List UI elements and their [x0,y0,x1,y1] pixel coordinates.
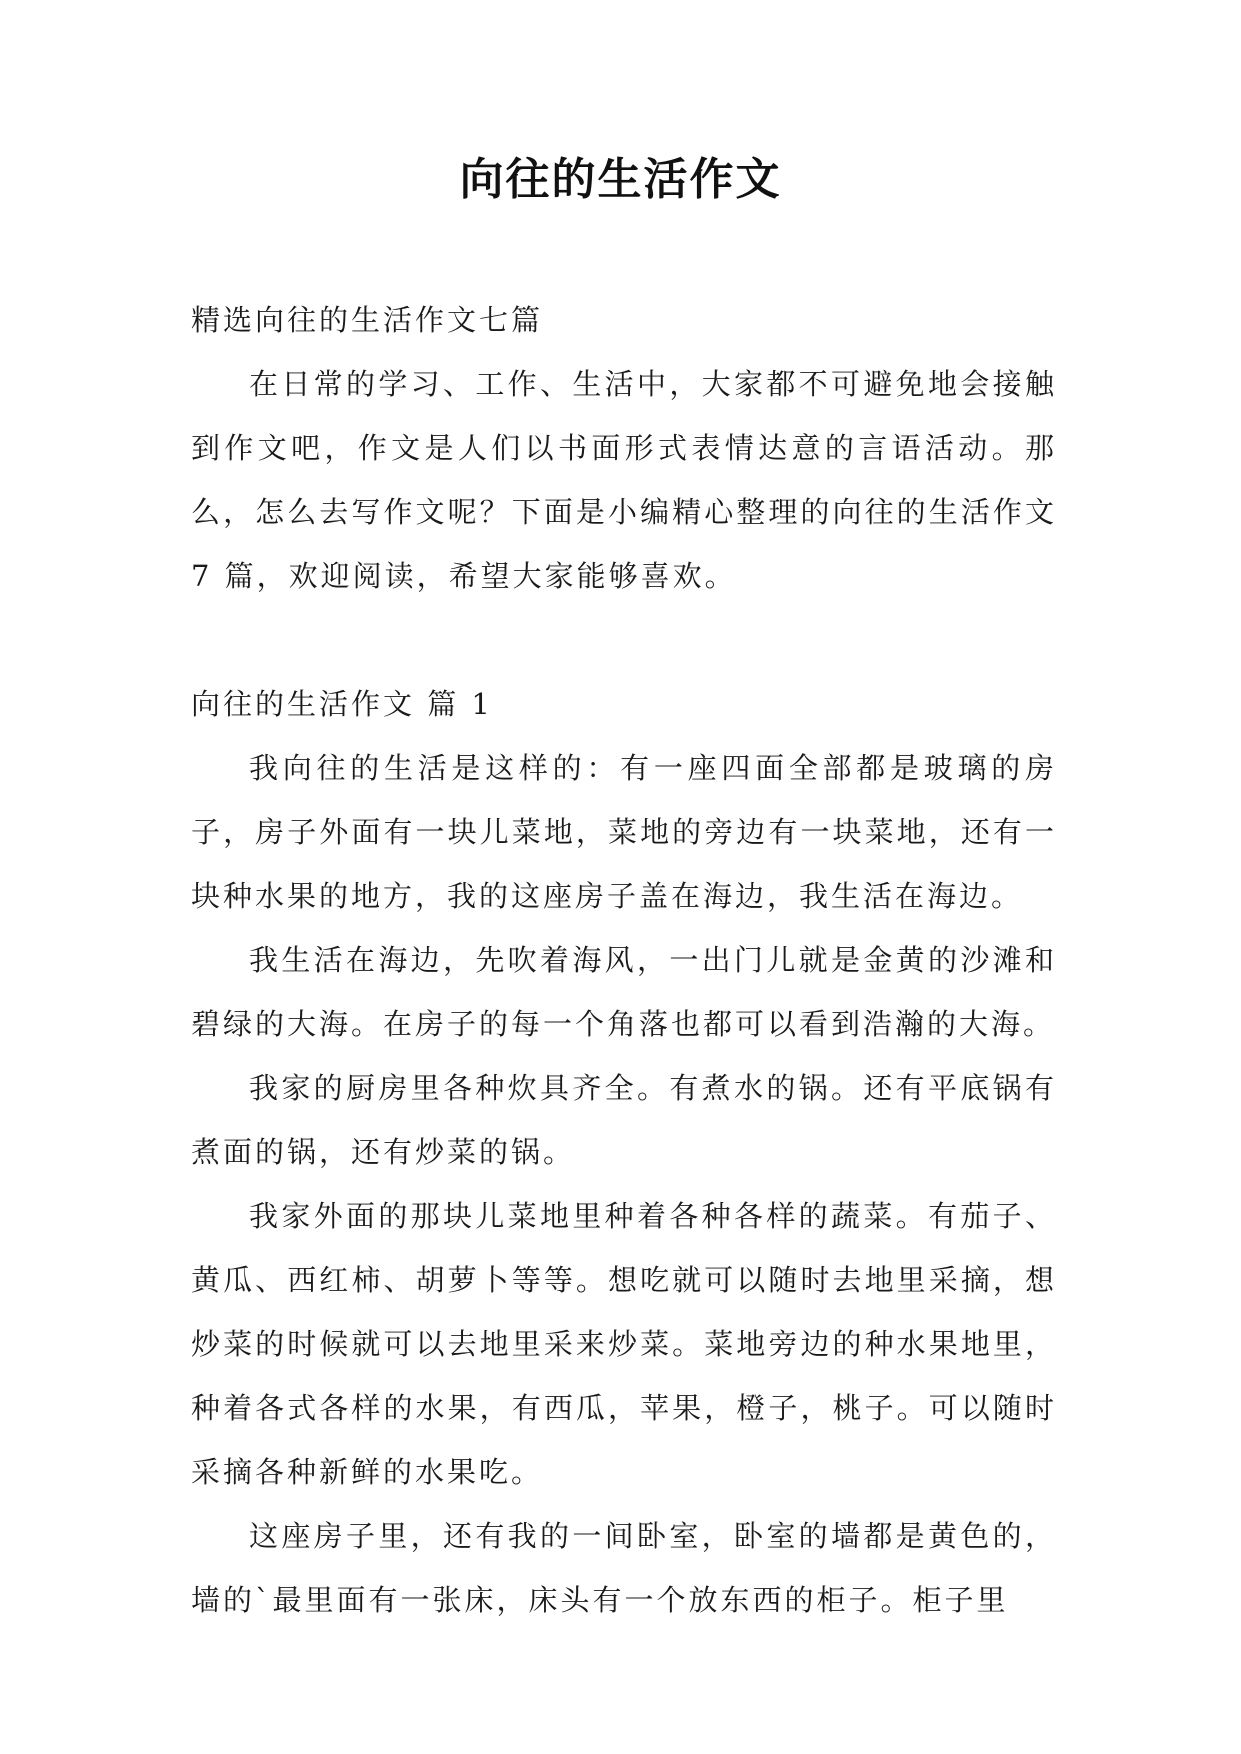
document-body [191,288,1057,1632]
body-paragraph: 我家的厨房里各种炊具齐全。有煮水的锅。还有平底锅有煮面的锅，还有炒菜的锅。 [191,1071,1057,1169]
body-paragraph: 我家外面的那块儿菜地里种着各种各样的蔬菜。有茄子、黄瓜、西红柿、胡萝卜等等。想吃就可以随时去地里采摘，想炒菜的时候就可以去地里采来炒菜。菜地旁边的种水果地里，种着各式各样的水果，有西瓜，苹果，橙子，桃子。可以随时采摘各种新鲜的水果吃。 [191,1199,1057,1489]
document-title: 向往的生活作文 [459,154,782,205]
body-paragraph: 我生活在海边，先吹着海风，一出门儿就是金黄的沙滩和碧绿的大海。在房子的每一个角落也都可以看到浩瀚的大海。 [191,943,1057,1041]
section-spacer [191,608,1057,672]
document-subtitle: 精选向往的生活作文七篇 [191,303,544,337]
section-heading: 向往的生活作文 篇 1 [191,687,493,721]
intro-paragraph: 在日常的学习、工作、生活中，大家都不可避免地会接触到作文吧，作文是人们以书面形式表情达意的言语活动。那么，怎么去写作文呢？下面是小编精心整理的向往的生活作文 7 篇，欢迎阅读，希望大家能够喜欢。 [191,367,1057,593]
body-paragraph: 我向往的生活是这样的：有一座四面全部都是玻璃的房子，房子外面有一块儿菜地，菜地的旁边有一块菜地，还有一块种水果的地方，我的这座房子盖在海边，我生活在海边。 [191,751,1057,913]
body-paragraph: 这座房子里，还有我的一间卧室，卧室的墙都是黄色的，墙的`最里面有一张床，床头有一个放东西的柜子。柜子里 [191,1519,1057,1617]
